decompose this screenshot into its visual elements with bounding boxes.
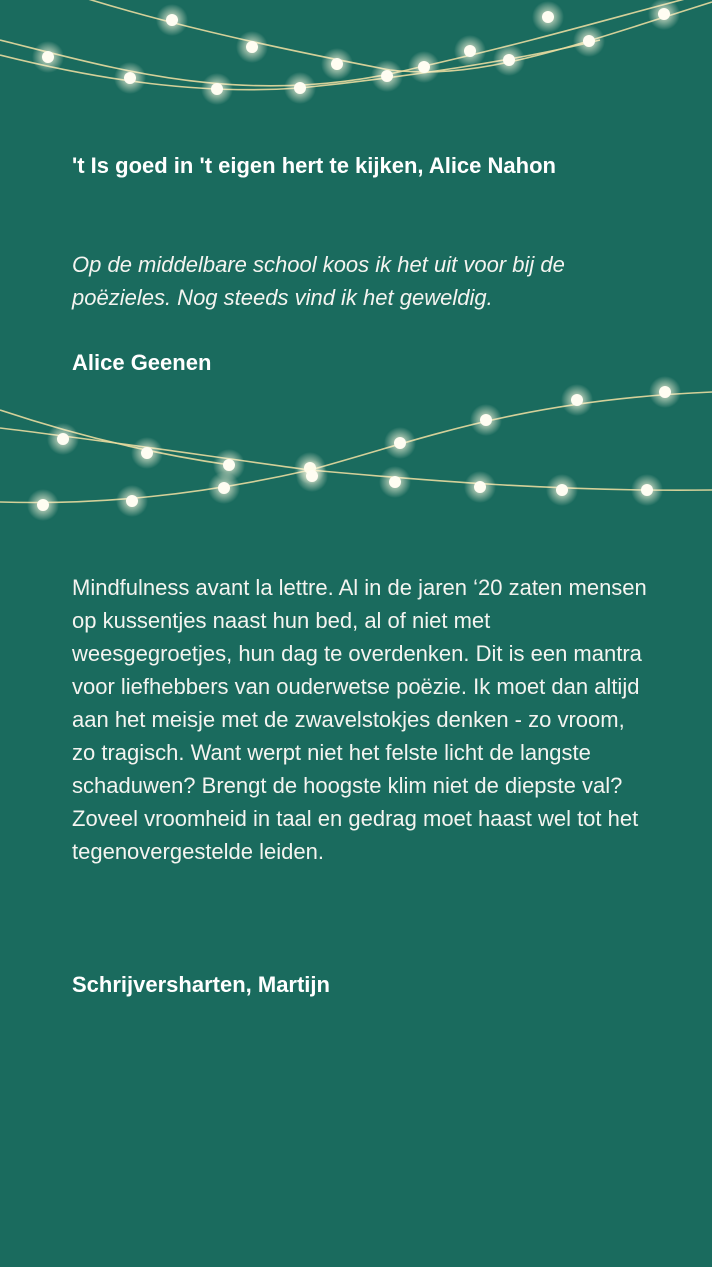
light-bulb-icon [126, 495, 138, 507]
poem-quote: Op de middelbare school koos ik het uit voor bij de poëzieles. Nog steeds vind ik het geweldig. [72, 252, 565, 310]
reflection-source: Schrijversharten, Martijn [72, 972, 330, 997]
light-bulb-icon [418, 61, 430, 73]
light-bulb-icon [583, 35, 595, 47]
light-bulb-icon [381, 70, 393, 82]
light-bulb-icon [641, 484, 653, 496]
light-bulb-icon [166, 14, 178, 26]
light-bulb-icon [503, 54, 515, 66]
light-bulb-icon [658, 8, 670, 20]
light-bulb-icon [57, 433, 69, 445]
light-bulb-icon [464, 45, 476, 57]
light-bulb-icon [124, 72, 136, 84]
light-bulb-icon [389, 476, 401, 488]
quote-author: Alice Geenen [72, 350, 212, 375]
light-bulb-icon [331, 58, 343, 70]
light-bulb-icon [141, 447, 153, 459]
reflection-text: Mindfulness avant la lettre. Al in de jaren ‘20 zaten mensen op kussentjes naast hun bed, al of niet met weesgegroetjes, hun dag te overdenken. Dit is een mantra voor liefhebbers van ouderwetse poëzie. Ik moet dan altijd aan het meisje met de zwavelstokjes denken - zo vroom, zo tragisch. Want werpt niet het felste licht de langste schaduwen? Brengt de hoogste klim niet de diepste val? Zoveel vroomheid in taal en gedrag moet haast wel tot het tegenovergestelde leiden. [72, 575, 647, 864]
light-bulb-icon [37, 499, 49, 511]
light-bulb-icon [474, 481, 486, 493]
light-bulb-icon [542, 11, 554, 23]
string-lights-middle-icon [0, 370, 712, 530]
light-bulb-icon [659, 386, 671, 398]
light-bulb-icon [218, 482, 230, 494]
light-bulb-icon [480, 414, 492, 426]
light-bulb-icon [394, 437, 406, 449]
light-bulb-icon [306, 470, 318, 482]
light-bulb-icon [42, 51, 54, 63]
light-bulb-icon [211, 83, 223, 95]
light-bulb-icon [571, 394, 583, 406]
light-bulb-icon [556, 484, 568, 496]
light-bulb-icon [223, 459, 235, 471]
light-bulb-icon [294, 82, 306, 94]
poem-title: 't Is goed in 't eigen hert te kijken, Alice Nahon [72, 153, 556, 178]
string-lights-top-icon [0, 0, 712, 110]
light-bulb-icon [246, 41, 258, 53]
